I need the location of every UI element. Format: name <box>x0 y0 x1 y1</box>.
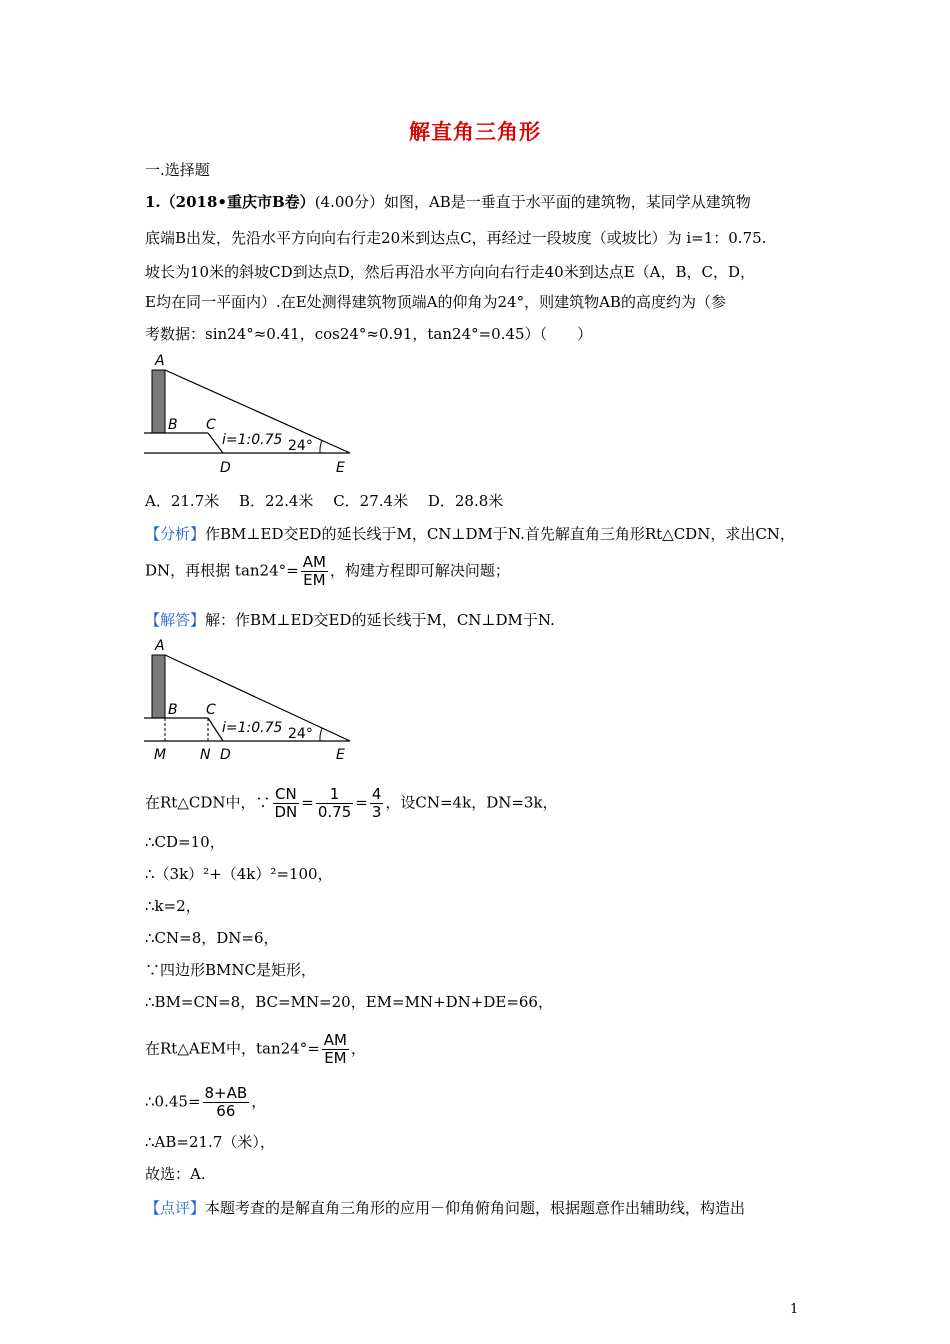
question-line-5: 考数据：sin24°≈0.41，cos24°≈0.91，tan24°=0.45）（ ） <box>145 325 593 343</box>
fraction-numerator: 4 <box>371 785 382 803</box>
question-line-1 <box>145 192 751 212</box>
fraction-numerator: CN <box>273 786 300 804</box>
analysis-line-2 <box>145 554 510 589</box>
solution-line-6: ∵四边形BMNC是矩形， <box>145 961 316 979</box>
label-b: B <box>168 417 178 433</box>
slope-cd <box>208 433 223 453</box>
fraction-numerator: 8+AB <box>204 1084 248 1102</box>
solution-line-4: ∴k=2， <box>145 897 201 915</box>
review-tag: 【点评】 <box>145 1199 206 1217</box>
slope-label: i=1:0.75 <box>222 432 283 448</box>
label-a: A <box>155 638 165 654</box>
review-line <box>145 1198 745 1218</box>
answer-text-1: 解：作BM⊥ED交ED的延长线于M，CN⊥DM于N. <box>205 611 555 629</box>
fraction-1-075 <box>316 786 353 821</box>
angle-label: 24° <box>288 726 313 742</box>
solution-text-8: 在Rt△AEM中，tan24°= <box>145 1039 320 1058</box>
building-rect <box>152 370 165 433</box>
figure-2-diagram <box>140 635 355 765</box>
fraction-am-em <box>301 554 328 589</box>
label-e: E <box>336 460 345 476</box>
fraction-denominator: 3 <box>371 803 382 821</box>
section-heading: 一.选择题 <box>145 161 210 179</box>
page-title: 解直角三角形 <box>409 119 541 144</box>
solution-text-1: 在Rt△CDN中，∵ <box>145 793 271 812</box>
fraction-denominator: EM <box>303 571 326 589</box>
fraction-denominator: DN <box>274 803 298 821</box>
fraction-numerator: AM <box>323 1031 347 1049</box>
fraction-cn-dn <box>273 786 300 821</box>
slope-label: i=1:0.75 <box>222 720 283 736</box>
page-number: 1 <box>790 1302 799 1317</box>
answer-line-1 <box>145 610 555 630</box>
solution-text-8b: ， <box>351 1039 367 1058</box>
building-rect <box>152 655 165 718</box>
analysis-text-2: DN，再根据 tan24°= <box>145 561 299 580</box>
question-line-3: 坡长为10米的斜坡CD到达点D，然后再沿水平方向向右行走40米到达点E（A，B，C，D， <box>145 263 756 281</box>
solution-text-1b: ，设CN=4k，DN=3k， <box>385 793 558 812</box>
solution-line-9 <box>145 1085 266 1120</box>
slope-cd <box>208 718 223 741</box>
label-b: B <box>168 702 178 718</box>
question-source: 1.（2018•重庆市B卷） <box>145 193 315 211</box>
figure-1-diagram <box>140 352 355 477</box>
fraction-denominator: 0.75 <box>317 803 352 821</box>
analysis-text-3: ，构建方程即可解决问题； <box>329 561 510 580</box>
analysis-text-1: 作BM⊥ED交ED的延长线于M，CN⊥DM于N.首先解直角三角形Rt△CDN，求出CN， <box>205 525 795 543</box>
solution-line-5: ∴CN=8，DN=6， <box>145 929 279 947</box>
angle-arc <box>320 440 322 453</box>
solution-line-3: ∴（3k）²+（4k）²=100， <box>145 865 333 883</box>
solution-line-11: 故选：A. <box>145 1165 206 1183</box>
review-text: 本题考查的是解直角三角形的应用－仰角俯角问题，根据题意作出辅助线，构造出 <box>205 1199 746 1217</box>
label-a: A <box>155 353 165 369</box>
angle-label: 24° <box>288 438 313 454</box>
label-e: E <box>336 747 345 763</box>
analysis-line-1 <box>145 524 795 544</box>
question-text-1: (4.00分）如图，AB是一垂直于水平面的建筑物，某同学从建筑物 <box>314 193 751 211</box>
fraction-4-3 <box>370 786 384 821</box>
solution-line-10: ∴AB=21.7（米）， <box>145 1133 275 1151</box>
fraction-8ab-66 <box>203 1085 250 1120</box>
fraction-numerator: AM <box>302 553 326 571</box>
angle-arc <box>320 728 322 741</box>
answer-tag: 【解答】 <box>145 611 206 629</box>
fraction-numerator: 1 <box>316 786 353 804</box>
solution-text-9: ∴0.45= <box>145 1092 201 1111</box>
label-c: C <box>206 417 216 433</box>
label-c: C <box>206 702 216 718</box>
solution-line-7: ∴BM=CN=8，BC=MN=20，EM=MN+DN+DE=66， <box>145 993 553 1011</box>
analysis-tag: 【分析】 <box>145 525 206 543</box>
label-m: M <box>154 747 167 763</box>
solution-line-8 <box>145 1032 366 1067</box>
label-n: N <box>200 747 211 763</box>
solution-line-1: 在Rt△CDN中，∵ $\frac{CN}{DN}$ = $\frac{1}{0.75}$ = $\frac{4}{3}$ ，设CN=4k，DN=3k， <box>145 785 558 821</box>
fraction-denominator: 66 <box>216 1102 236 1120</box>
label-d: D <box>220 460 231 476</box>
fraction-am-em-2 <box>322 1032 349 1067</box>
solution-line-2: ∴CD=10， <box>145 833 225 851</box>
answer-options: A．21.7米 B．22.4米 C．27.4米 D．28.8米 <box>145 492 504 510</box>
solution-text-9b: ， <box>251 1092 267 1111</box>
question-line-2: 底端B出发，先沿水平方向向右行走20米到达点C，再经过一段坡度（或坡比）为 i=1：0.75. <box>145 229 767 247</box>
fraction-denominator: EM <box>324 1049 347 1067</box>
label-d: D <box>220 747 231 763</box>
question-line-4: E均在同一平面内）.在E处测得建筑物顶端A的仰角为24°，则建筑物AB的高度约为（参 <box>145 293 726 311</box>
